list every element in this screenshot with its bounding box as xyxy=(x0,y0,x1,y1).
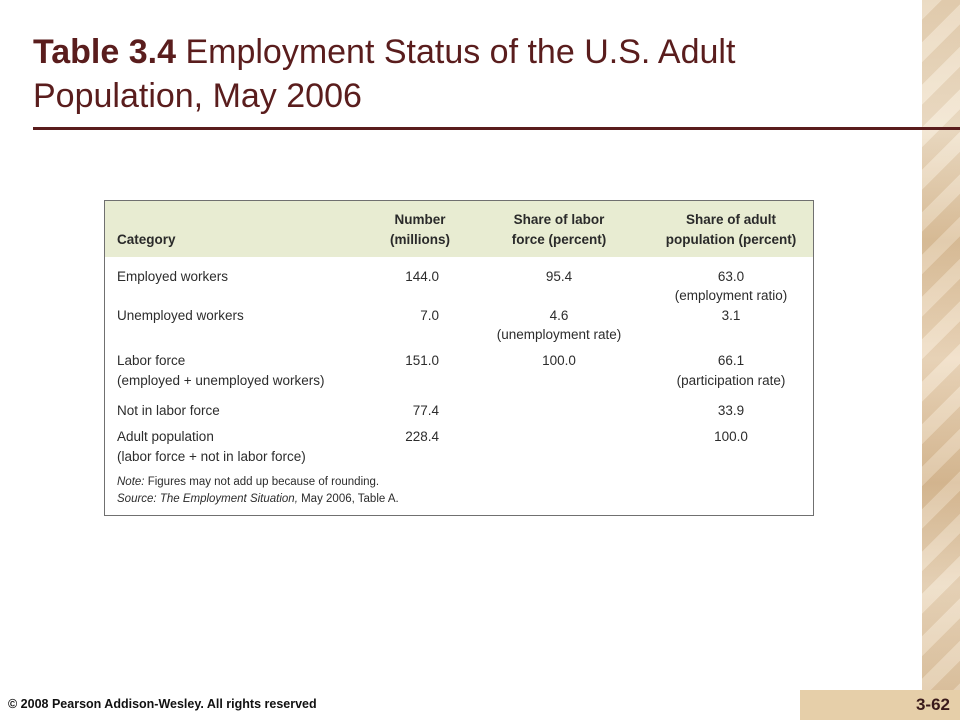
row-employed-adult-share: 63.0 xyxy=(717,269,745,284)
slide-title xyxy=(33,30,893,118)
slide-number: 3-62 xyxy=(800,690,960,720)
row-employed-category: Employed workers xyxy=(117,269,229,284)
employment-table xyxy=(104,200,814,516)
header-labor-share-line1: Share of labor xyxy=(513,212,605,227)
table-note-label: Note: xyxy=(117,476,145,488)
row-adultpop-adult-share: 100.0 xyxy=(714,429,748,444)
row-employed-labor-share: 95.4 xyxy=(545,269,573,284)
row-notinlabor-number: 77.4 xyxy=(412,403,439,418)
row-unemployed-labor-share-note: (unemployment rate) xyxy=(496,327,622,342)
title-underline xyxy=(33,127,960,130)
row-laborforce-number: 151.0 xyxy=(405,353,439,368)
row-laborforce-adult-share: 66.1 xyxy=(717,353,745,368)
table-note xyxy=(117,473,379,491)
title-table-number: Table 3.4 xyxy=(33,33,176,71)
row-laborforce-labor-share: 100.0 xyxy=(542,353,576,368)
header-labor-share-line2: force (percent) xyxy=(511,232,607,247)
row-unemployed-category: Unemployed workers xyxy=(117,308,244,323)
table-note-text: Figures may not add up because of rounding. xyxy=(144,476,380,488)
row-unemployed-labor-share: 4.6 xyxy=(549,308,569,323)
row-unemployed-adult-share: 3.1 xyxy=(721,308,741,323)
table-source-text: May 2006, Table A. xyxy=(297,493,399,505)
row-laborforce-category-note: (employed + unemployed workers) xyxy=(117,373,325,388)
row-notinlabor-adult-share: 33.9 xyxy=(717,403,745,418)
table-header xyxy=(105,201,813,257)
decorative-side-strip xyxy=(922,0,960,690)
row-unemployed-number: 7.0 xyxy=(420,308,439,323)
row-adultpop-category-note: (labor force + not in labor force) xyxy=(117,449,306,464)
header-adult-share-line2: population (percent) xyxy=(665,232,797,247)
header-adult-share-line1: Share of adult xyxy=(685,212,776,227)
row-laborforce-adult-share-note: (participation rate) xyxy=(676,373,786,388)
header-number-line2: (millions) xyxy=(390,232,450,247)
copyright-notice: © 2008 Pearson Addison-Wesley. All rights reserved xyxy=(8,697,317,711)
row-notinlabor-category: Not in labor force xyxy=(117,403,220,418)
table-source-label: Source: The Employment Situation, xyxy=(117,493,298,505)
header-number-line1: Number xyxy=(394,212,446,227)
row-adultpop-number: 228.4 xyxy=(405,429,439,444)
row-laborforce-category: Labor force xyxy=(117,353,186,368)
title-text: Employment Status of the U.S. Adult Population, May 2006 xyxy=(33,33,736,115)
table-source xyxy=(117,490,399,508)
row-employed-number: 144.0 xyxy=(405,269,439,284)
header-category: Category xyxy=(117,232,176,247)
row-employed-adult-share-note: (employment ratio) xyxy=(674,288,788,303)
row-adultpop-category: Adult population xyxy=(117,429,214,444)
